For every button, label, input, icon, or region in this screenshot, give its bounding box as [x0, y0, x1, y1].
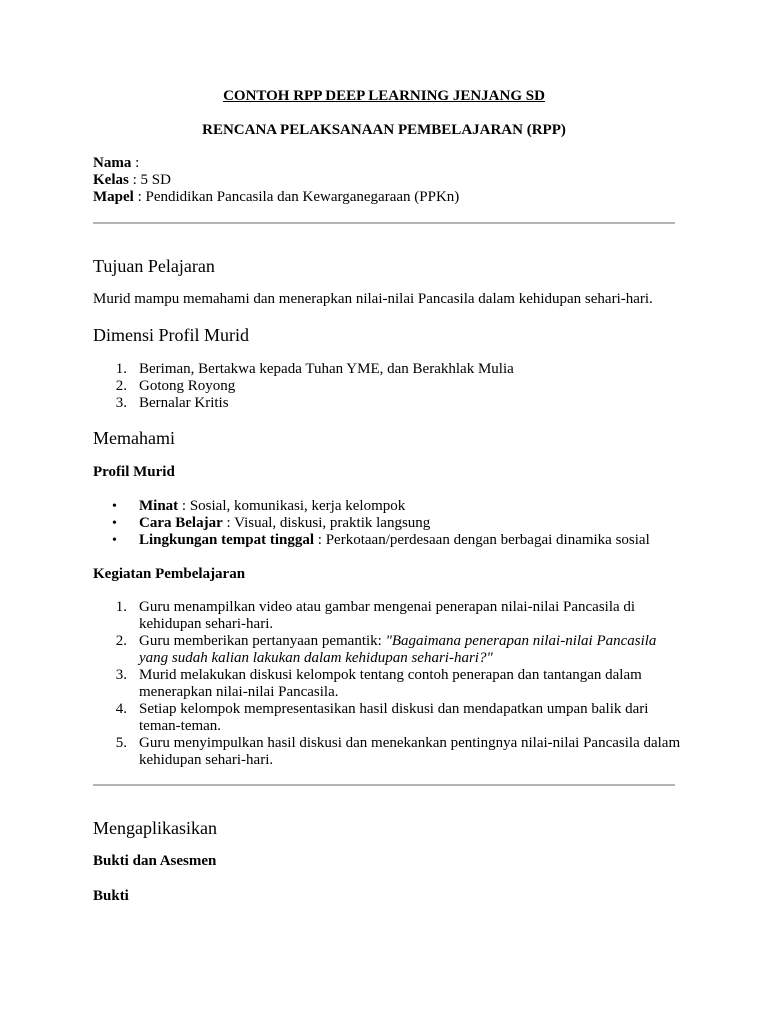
list-text: Guru menyimpulkan hasil diskusi dan menekankan pentingnya nilai-nilai Pancasila dalam kehidupan sehari-hari. — [139, 735, 681, 768]
list-text: Guru memberikan pertanyaan pemantik: — [139, 633, 386, 649]
list-text: : Perkotaan/perdesaan dengan berbagai dinamika sosial — [314, 532, 650, 548]
meta-nama — [93, 155, 459, 172]
document-meta — [93, 155, 459, 206]
list-number: 2. — [115, 378, 127, 394]
bukti-heading: Bukti — [93, 888, 129, 904]
meta-nama-label: Nama — [93, 155, 132, 171]
dimensi-heading: Dimensi Profil Murid — [93, 325, 249, 345]
meta-mapel — [93, 189, 459, 206]
list-item — [93, 701, 683, 735]
section-divider — [93, 222, 675, 224]
list-text: : Sosial, komunikasi, kerja kelompok — [178, 498, 406, 514]
bukti-asesmen-heading: Bukti dan Asesmen — [93, 853, 217, 869]
bullet-icon: • — [112, 499, 117, 514]
meta-mapel-value: : Pendidikan Pancasila dan Kewarganegaraan (PPKn) — [133, 189, 460, 205]
list-number: 4. — [115, 701, 127, 717]
list-text: Guru menampilkan video atau gambar mengenai penerapan nilai-nilai Pancasila di kehidupan sehari-hari. — [139, 599, 636, 632]
meta-kelas-value: : 5 SD — [128, 172, 171, 188]
document-subtitle: RENCANA PELAKSANAAN PEMBELAJARAN (RPP) — [202, 122, 566, 138]
list-text: Gotong Royong — [139, 378, 236, 394]
list-text: Beriman, Bertakwa kepada Tuhan YME, dan Berakhlak Mulia — [139, 361, 514, 377]
guiding-question: "Bagaimana penerapan nilai-nilai Pancasila yang sudah kalian lakukan dalam kehidupan sehari-hari?" — [139, 633, 657, 666]
profil-murid-list — [93, 498, 683, 549]
tujuan-heading: Tujuan Pelajaran — [93, 256, 215, 276]
bullet-icon: • — [112, 533, 117, 548]
list-item — [93, 395, 683, 412]
list-item — [93, 532, 683, 549]
list-item — [93, 378, 683, 395]
list-label: Minat — [139, 498, 179, 514]
list-item — [93, 515, 683, 532]
list-item — [93, 498, 683, 515]
list-label: Lingkungan tempat tinggal — [139, 532, 315, 548]
list-item — [93, 599, 683, 633]
list-item — [93, 735, 683, 769]
list-label: Cara Belajar — [139, 515, 223, 531]
memahami-heading: Memahami — [93, 428, 175, 448]
profil-murid-heading: Profil Murid — [93, 464, 175, 480]
kegiatan-list — [93, 599, 683, 769]
list-item — [93, 667, 683, 701]
section-divider — [93, 784, 675, 786]
list-item — [93, 361, 683, 378]
list-number: 1. — [115, 599, 127, 615]
mengaplikasikan-heading: Mengaplikasikan — [93, 818, 217, 838]
meta-kelas — [93, 172, 459, 189]
list-text: Setiap kelompok mempresentasikan hasil diskusi dan mendapatkan umpan balik dari teman-teman. — [139, 701, 649, 734]
list-number: 2. — [115, 633, 127, 649]
list-text: Murid melakukan diskusi kelompok tentang contoh penerapan dan tantangan dalam menerapkan nilai-nilai Pancasila. — [139, 667, 642, 700]
list-number: 3. — [115, 667, 127, 683]
list-text: Bernalar Kritis — [139, 395, 229, 411]
bullet-icon: • — [112, 516, 117, 531]
list-number: 1. — [115, 361, 127, 377]
list-number: 5. — [115, 735, 127, 751]
dimensi-list — [93, 361, 683, 412]
document-title: CONTOH RPP DEEP LEARNING JENJANG SD — [223, 88, 545, 104]
tujuan-text: Murid mampu memahami dan menerapkan nilai-nilai Pancasila dalam kehidupan sehari-hari. — [93, 291, 653, 307]
list-item — [93, 633, 683, 667]
list-number: 3. — [115, 395, 127, 411]
kegiatan-heading: Kegiatan Pembelajaran — [93, 566, 246, 582]
meta-nama-value: : — [131, 155, 140, 171]
meta-kelas-label: Kelas — [93, 172, 129, 188]
meta-mapel-label: Mapel — [93, 189, 134, 205]
list-text: : Visual, diskusi, praktik langsung — [222, 515, 431, 531]
